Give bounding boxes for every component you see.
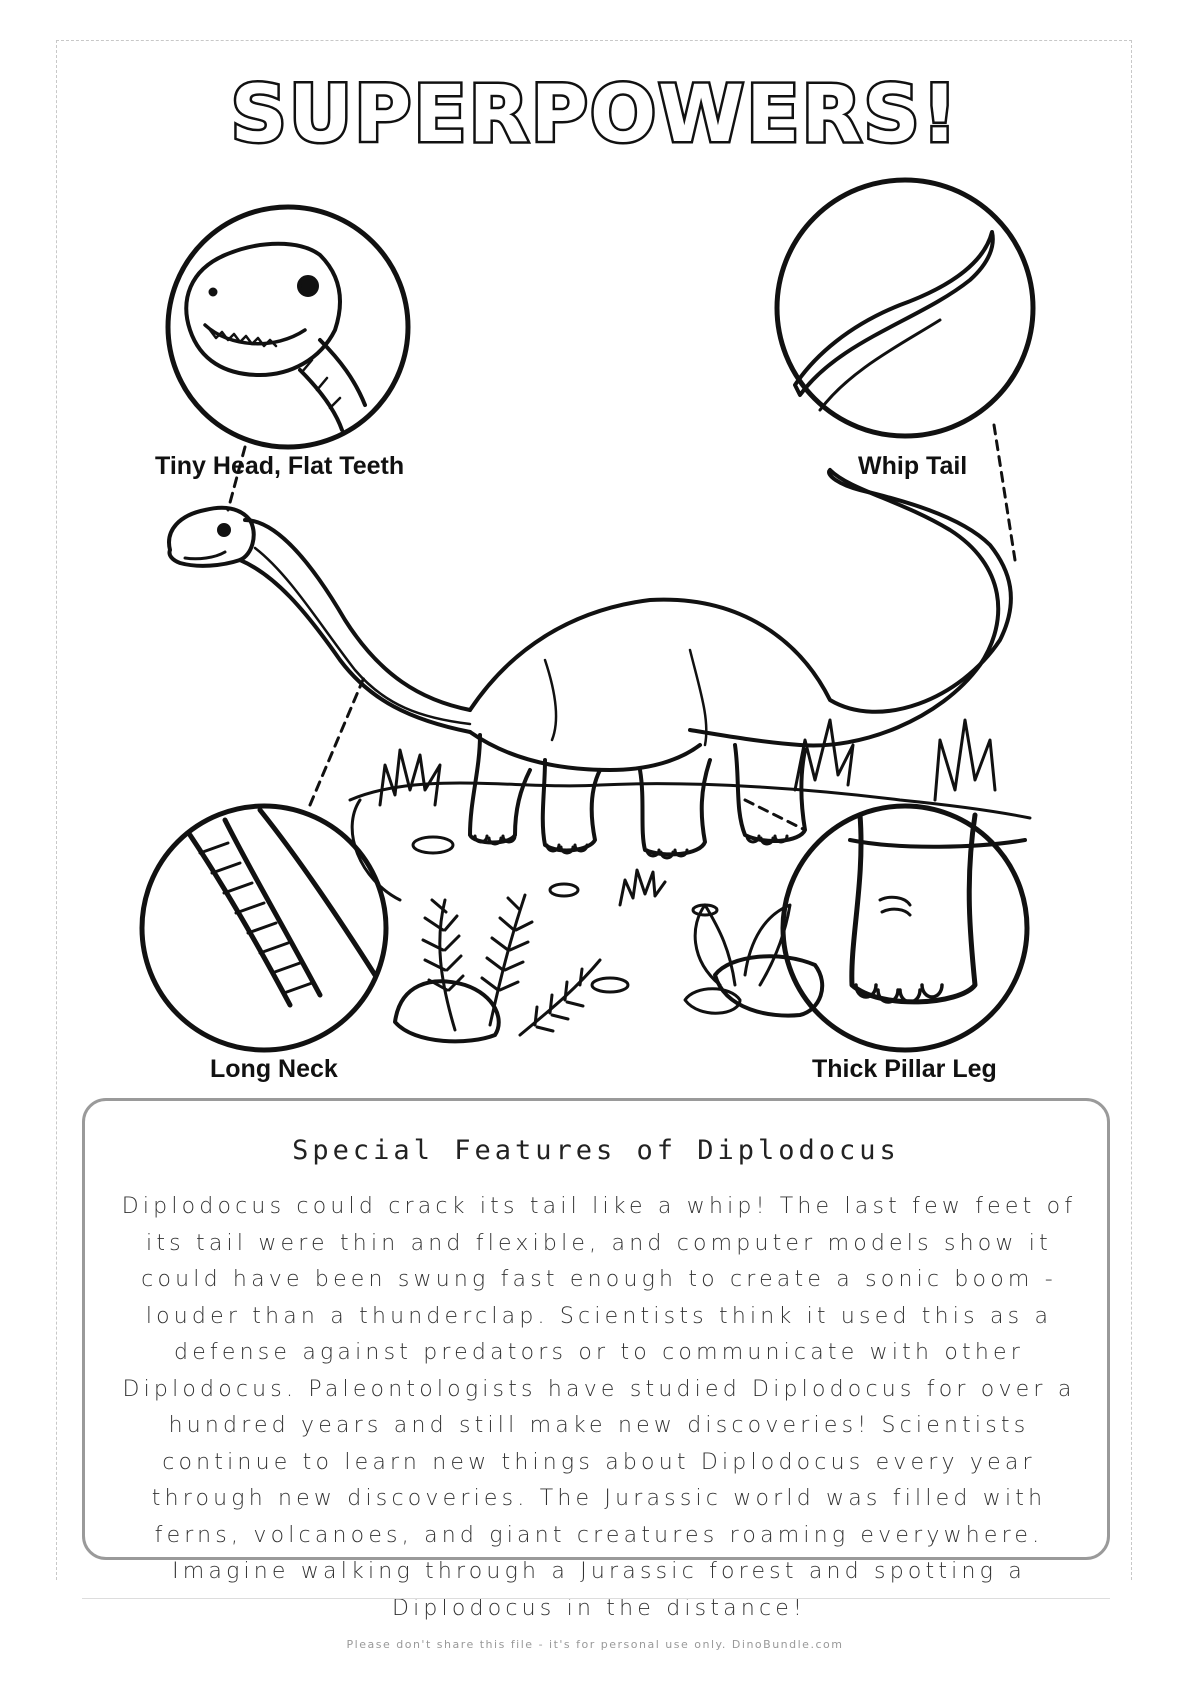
- callout-neck-circle: [142, 806, 386, 1050]
- label-whip-tail: Whip Tail: [858, 452, 968, 480]
- info-heading: Special Features of Diplodocus: [292, 1135, 900, 1166]
- info-body: Diplodocus could crack its tail like a whip! The last few feet of its tail were thin and flexible, and computer models show it could have been swung fast enough to create a sonic boom - louder than a thunderclap. Scientists think it used this as a defense against predators or to communicate with other Diplodocus. Paleontologists have studied Diplodocus for over a hundred years and still make new discoveries! Scientists continue to learn new things about Diplodocus every year through new discoveries. The Jurassic world was filled with ferns, volcanoes, and giant creatures roaming everywhere. Imagine walking through a Jurassic forest and spotting a Diplodocus in the distance!: [121, 1194, 1077, 1621]
- pebble: [550, 884, 578, 896]
- footer-divider: [82, 1598, 1110, 1599]
- grass-tuft: [935, 720, 995, 800]
- label-long-neck: Long Neck: [210, 1055, 338, 1083]
- grass-tuft: [380, 750, 440, 805]
- callout-head-circle: [168, 207, 408, 447]
- callout-tail-circle: [777, 180, 1033, 436]
- grass-tuft: [620, 870, 665, 905]
- label-tiny-head: Tiny Head, Flat Teeth: [155, 452, 405, 480]
- callout-leg-circle: [783, 806, 1027, 1050]
- label-thick-pillar-leg: Thick Pillar Leg: [812, 1055, 997, 1083]
- info-box: [82, 1098, 1110, 1621]
- footer-notice: Please don't share this file - it's for personal use only. DinoBundle.com: [346, 1638, 844, 1651]
- fern-left: [423, 895, 600, 1035]
- callout-neck-leader: [310, 675, 365, 805]
- callout-leg-leader: [745, 800, 805, 830]
- pebble: [592, 978, 628, 992]
- diplodocus-body: [169, 470, 1011, 858]
- callout-tail-leader: [994, 425, 1015, 560]
- bush: [695, 905, 790, 985]
- page-title: SUPERPOWERS!: [230, 70, 960, 160]
- pebble: [413, 837, 453, 853]
